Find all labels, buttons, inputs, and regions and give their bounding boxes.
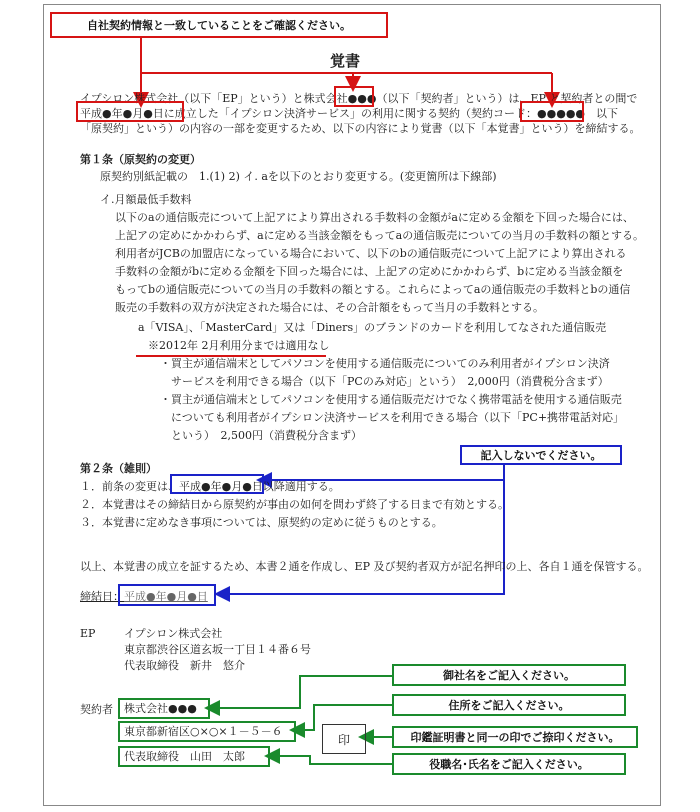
contractor-address: 東京都新宿区○×○×１－５－６ [124, 725, 283, 738]
article-2-item-3: ３．本覚書に定めなき事項については、原契約の定めに従うものとする。 [80, 516, 443, 529]
item-a: a「VISA」、「MasterCard」又は「Diners」のブランドのカードを利用してなされた通信販売 [138, 321, 607, 334]
section-title-minimum-fee: イ.月額最低手数料 [100, 193, 192, 206]
article-2-item-2: ２．本覚書はその締結日から原契約が事由の如何を問わず終了する日まで有効とする。 [80, 498, 509, 511]
para-line-6: 販売の手数料の双方が決定された場合には、その合計額をもって当月の手数料とする。 [115, 301, 544, 314]
bullet-line-1: ・買主が通信端末としてパソコンを使用する通信販売についてのみ利用者がイプシロン決済 [160, 357, 610, 370]
para-line-5: もってbの通信販売についての当月の手数料の額とする。これらによってaの通信販売の手数料とbの通信 [115, 283, 631, 296]
callout-name: 役職名･氏名をご記入ください。 [392, 753, 626, 775]
para-line-1: 以下のaの通信販売について上記アにより算出される手数料の金額がaに定める金額を下回った場合には、 [115, 211, 634, 224]
bullet-line-3: ・買主が通信端末としてパソコンを使用する通信販売だけでなく携帯電話を使用する通信販売 [160, 393, 622, 406]
bullet-line-4: についても利用者がイプシロン決済サービスを利用できる場合（以下「PC+携帯電話対応」 [160, 411, 625, 424]
intro-line-2: 平成●年●月●日に成立した「イプシロン決済サービス」の利用に関する契約（契約コード：●●●●● 以下 [80, 107, 619, 120]
para-line-4: 手数料の金額がbに定める金額を下回った場合には、上記アの定めにかかわらず、bに定める当該金額を [115, 265, 624, 278]
closing-statement: 以上、本覚書の成立を証するため、本書２通を作成し、EP 及び契約者双方が記名押印の上、各自１通を保管する。 [80, 560, 649, 573]
contractor-label: 契約者 [80, 703, 113, 716]
bullet-line-5: という） 2,500円（消費税分含まず） [160, 429, 362, 442]
green-arrow-name [272, 756, 392, 764]
callout-address: 住所をご記入ください。 [392, 694, 626, 716]
signing-date-value: 平成●年●月●日 [124, 590, 208, 603]
callout-no-fill: 記入しないでください。 [460, 445, 622, 465]
callout-seal: 印鑑証明書と同一の印でご捺印ください。 [392, 726, 638, 748]
ep-label: EP [80, 627, 96, 640]
highlight-signing-date [118, 584, 216, 606]
intro-line-3: 「原契約」という）の内容の一部を変更するため、以下の内容により覚書（以下「本覚書」という）を締結する。 [80, 122, 641, 135]
note-not-applied: ※2012年 2月利用分までは適用なし [148, 339, 330, 352]
callout-company: 御社名をご記入ください。 [392, 664, 626, 686]
highlight-apply-date [170, 474, 264, 494]
article-1-title: 第１条（原契約の変更） [80, 153, 201, 166]
blue-arrow-apply-date [264, 463, 504, 480]
contractor-company: 株式会社●●● [124, 702, 197, 715]
ep-representative: 代表取締役 新井 悠介 [124, 659, 245, 672]
document-title: 覚書 [330, 52, 361, 70]
highlight-contract-date [76, 101, 184, 122]
contractor-representative: 代表取締役 山田 太郎 [124, 750, 245, 763]
para-line-2: 上記アの定めにかかわらず、aに定める当該金額をもってaの通信販売についての当月の手数料の額とする。 [115, 229, 645, 242]
article-2-title: 第２条（雑則） [80, 462, 157, 475]
intro-line-1: イプシロン株式会社（以下「EP」という）と株式会社●●●（以下「契約者」という）は、EP と契約者との間で [80, 92, 638, 105]
seal-box[interactable]: 印 [322, 724, 366, 754]
highlight-contract-code [520, 101, 584, 122]
bullet-line-2: サービスを利用できる場合（以下「PCのみ対応」という） 2,000円（消費税分含まず） [160, 375, 609, 388]
signing-date-label: 締結日： [80, 590, 124, 603]
article-2-item-1: １．前条の変更は、平成●年●月●日以降適用する。 [80, 480, 340, 493]
highlight-company-name [334, 86, 374, 107]
callout-confirm: 自社契約情報と一致していることをご確認ください。 [50, 12, 388, 38]
ep-address: 東京都渋谷区道玄坂一丁目１４番６号 [124, 643, 311, 656]
article-1-line: 原契約別紙記載の 1.(1) 2) イ. aを以下のとおり変更する。(変更箇所は下線部) [100, 170, 497, 183]
green-arrow-company [212, 676, 392, 708]
ep-company: イプシロン株式会社 [124, 627, 223, 640]
para-line-3: 利用者がJCBの加盟店になっている場合において、以下のbの通信販売について上記アにより算出される [115, 247, 627, 260]
